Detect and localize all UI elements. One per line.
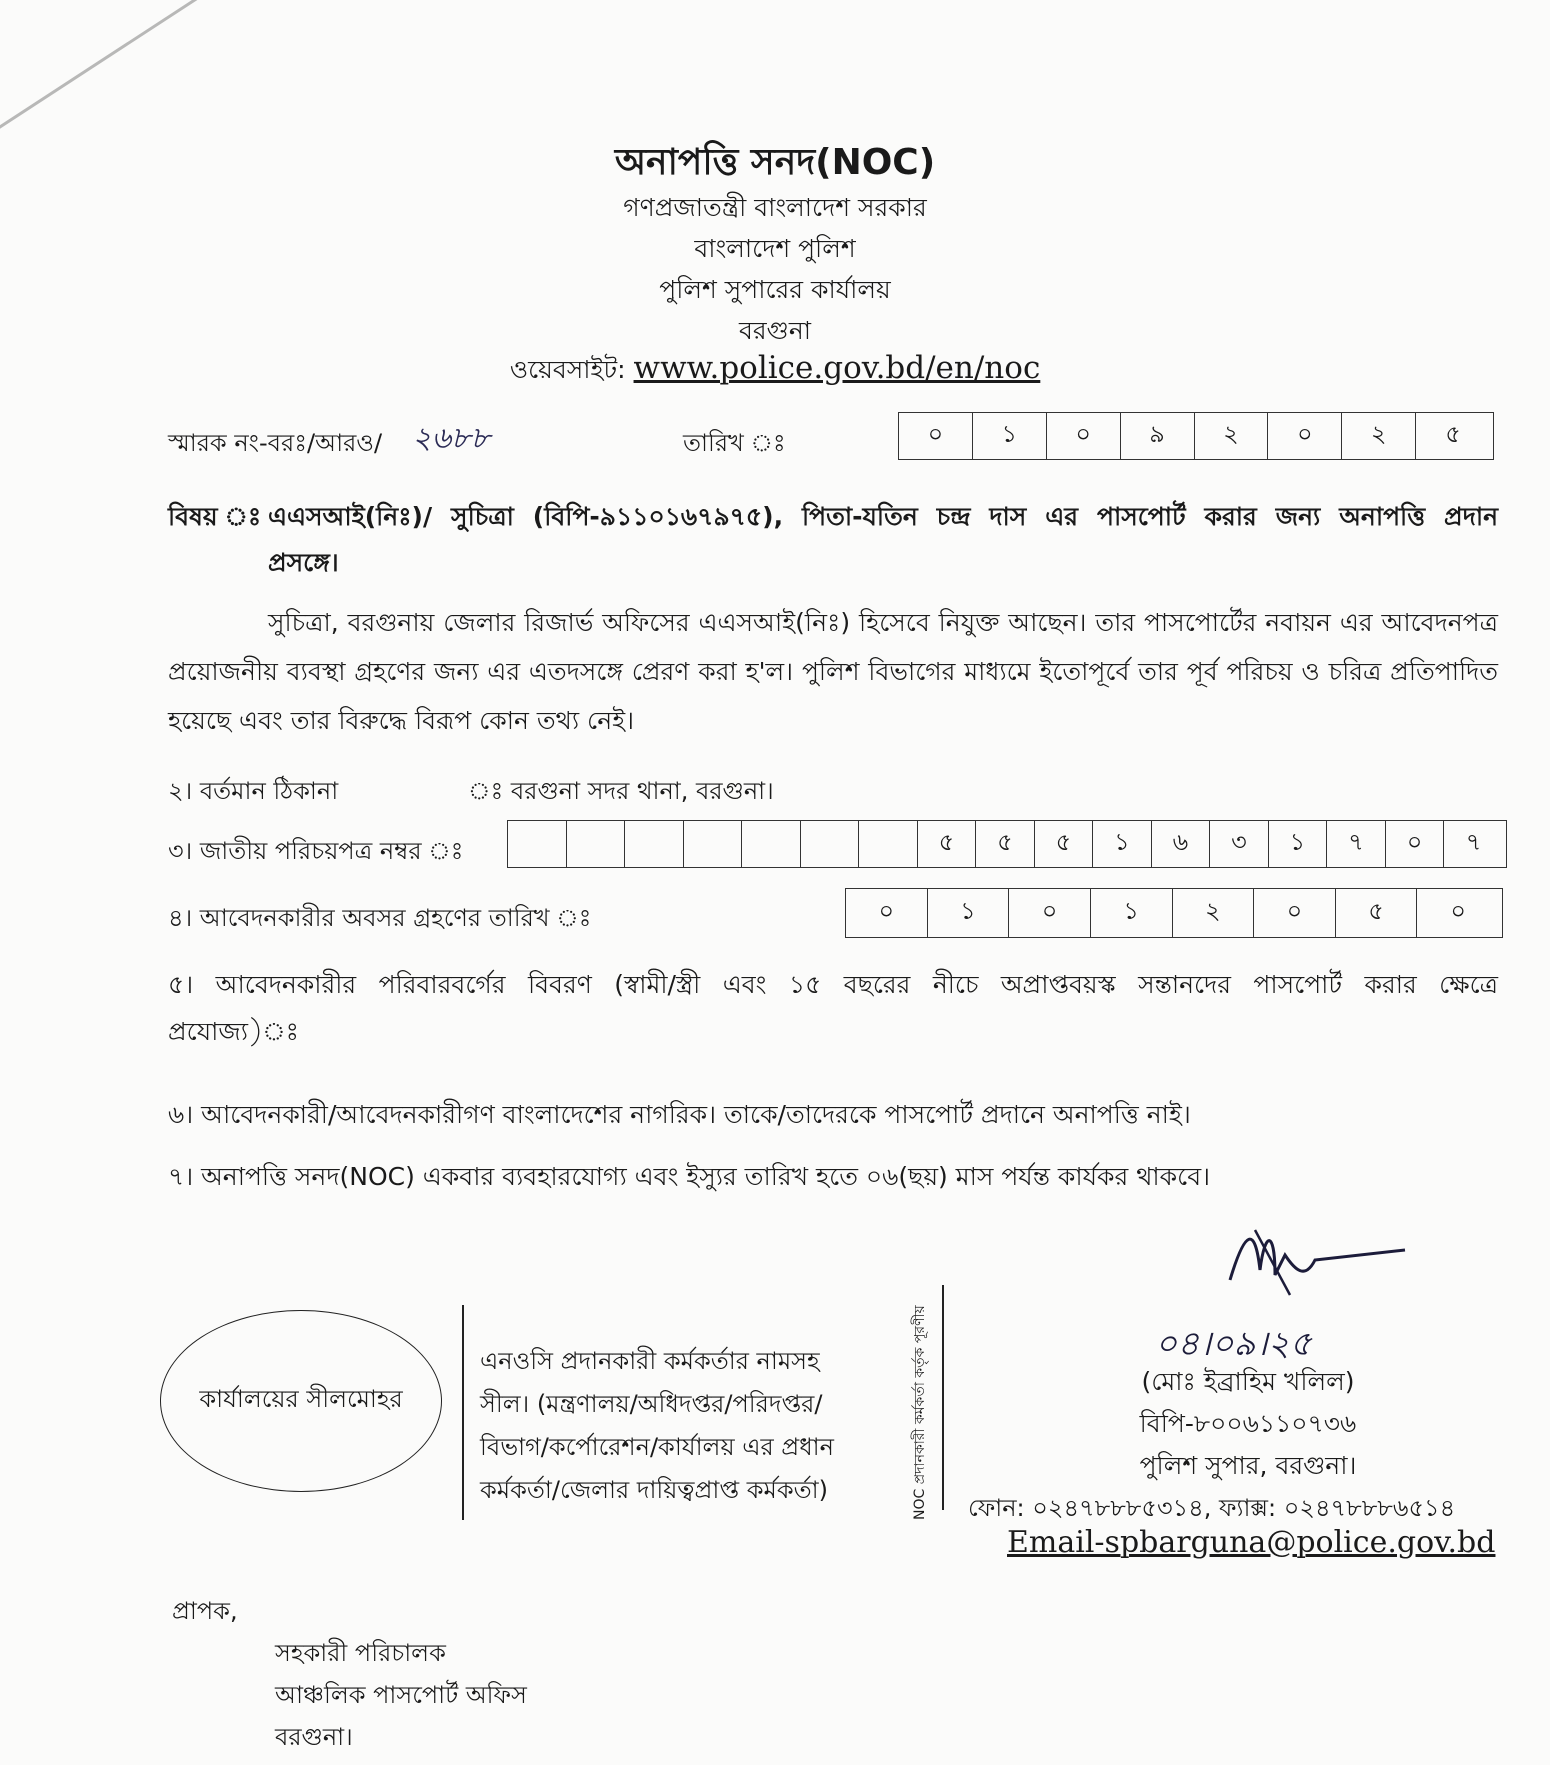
officer-seal-instructions <box>480 1340 834 1512</box>
nid-digit-box <box>859 821 918 867</box>
retirement-date-boxes <box>845 888 1503 938</box>
website-row <box>0 350 1550 393</box>
address-value: ঃ বরগুনা সদর থানা, বরগুনা। <box>468 777 774 805</box>
retirement-digit-box: ১ <box>1091 889 1173 937</box>
retirement-digit-box: ০ <box>1254 889 1336 937</box>
signatory-name: (মোঃ ইব্রাহিম খলিল) <box>1141 1367 1355 1396</box>
divider-right <box>942 1285 944 1510</box>
family-details-line-1: ৫। আবেদনকারীর পরিবারবর্গের বিবরণ (স্বামী/স্ত্রী এবং ১৫ বছরের নীচে অপ্রাপ্তবয়স্ক সন্তানদের পাসপোর্ট করার ক্ষেত্রে <box>168 970 1498 999</box>
date-digit-box: ৫ <box>1445 420 1461 448</box>
date-digit-box: ০ <box>1268 413 1342 459</box>
nid-digit-box: ৫ <box>918 821 977 867</box>
header-line-office: পুলিশ সুপারের কার্যালয় <box>659 275 891 304</box>
website-label: ওয়েবসাইট: <box>509 355 626 384</box>
date-label: তারিখ ঃ <box>683 429 786 457</box>
retirement-digit-box: ২ <box>1173 889 1255 937</box>
nid-digit-box: ৫ <box>1035 821 1094 867</box>
date-digit-box: ৯ <box>1121 413 1195 459</box>
nid-digit-box: ৫ <box>976 821 1035 867</box>
nid-digit-box: ৭ <box>1327 821 1386 867</box>
subject-label: বিষয় ঃ <box>168 502 262 531</box>
officer-seal-line: সীল। (মন্ত্রণালয়/অধিদপ্তর/পরিদপ্তর/ <box>480 1390 823 1418</box>
date-digit-box: ২ <box>1342 413 1416 459</box>
recipient-line: সহকারী পরিচালক <box>275 1639 446 1667</box>
retirement-digit-box: ০ <box>1009 889 1091 937</box>
retirement-date-label: ৪। আবেদনকারীর অবসর গ্রহণের তারিখ ঃ <box>168 904 592 932</box>
address-label: ২। বর্তমান ঠিকানা <box>168 777 339 805</box>
header-line-district: বরগুনা <box>738 316 811 345</box>
nid-digit-box <box>684 821 743 867</box>
nid-digit-box: ১ <box>1269 821 1328 867</box>
nid-boxes <box>507 820 1507 868</box>
office-seal-label: কার্যালয়ের সীলমোহর <box>199 1385 403 1413</box>
family-details-line-2: প্রযোজ্য)ঃ <box>168 1017 300 1046</box>
retirement-digit-box: ১ <box>928 889 1010 937</box>
recipient-line: বরগুনা। <box>275 1723 353 1751</box>
date-digit-box: ০ <box>899 413 973 459</box>
vertical-noc-note: NOC প্রদানকারী কর্মকর্তা কর্তৃক পূরণীয় <box>912 1305 928 1520</box>
header-line-government: গণপ্রজাতন্ত্রী বাংলাদেশ সরকার <box>623 193 927 222</box>
officer-seal-line: বিভাগ/কর্পোরেশন/কার্যালয় এর প্রধান <box>480 1433 834 1461</box>
memo-label: স্মারক নং-বরঃ/আরও/ <box>168 429 383 457</box>
nid-digit-box <box>508 821 567 867</box>
retirement-digit-box: ০ <box>846 889 928 937</box>
nid-digit-box: ৩ <box>1210 821 1269 867</box>
retirement-digit-box: ৫ <box>1336 889 1418 937</box>
date-boxes <box>898 412 1494 460</box>
nid-digit-box <box>625 821 684 867</box>
recipient-address <box>275 1632 527 1758</box>
contact-phone-fax: ফোন: ০২৪৭৮৮৮৫৩১৪, ফ্যাক্স: ০২৪৭৮৮৮৬৫১৪ <box>968 1494 1456 1522</box>
subject-line-2: প্রসঙ্গে। <box>268 548 339 577</box>
date-digit-box: ১ <box>973 413 1047 459</box>
memo-handwritten-number: ২৬৮৮ <box>412 421 490 456</box>
header-line-police: বাংলাদেশ পুলিশ <box>694 234 856 263</box>
validity-statement: ৭। অনাপত্তি সনদ(NOC) একবার ব্যবহারযোগ্য এবং ইস্যুর তারিখ হতে ০৬(ছয়) মাস পর্যন্ত কার্যকর থাকবে। <box>168 1162 1211 1191</box>
nid-digit-box <box>742 821 801 867</box>
contact-email[interactable]: Email-spbarguna@police.gov.bd <box>1007 1525 1496 1560</box>
nid-digit-box <box>801 821 860 867</box>
body-paragraph: সুচিত্রা, বরগুনায় জেলার রিজার্ভ অফিসের এএসআই(নিঃ) হিসেবে নিযুক্ত আছেন। তার পাসপোর্টের নবায়ন এর আবেদনপত্র প্রয়োজনীয় ব্যবস্থা গ্রহণের জন্য এর এতদসঙ্গে প্রেরণ করা হ'ল। পুলিশ বিভাগের মাধ্যমে ইতোপূর্বে তার পূর্ব পরিচয় ও চরিত্র প্রতিপাদিত হয়েছে এবং তার বিরুদ্ধে বিরূপ কোন তথ্য নেই। <box>168 608 1498 735</box>
document-title: অনাপত্তি সনদ(NOC) <box>614 142 936 183</box>
handwritten-signature-icon <box>1215 1210 1415 1300</box>
officer-seal-line: এনওসি প্রদানকারী কর্মকর্তার নামসহ <box>480 1347 820 1375</box>
citizenship-statement: ৬। আবেদনকারী/আবেদনকারীগণ বাংলাদেশের নাগরিক। তাকে/তাদেরকে পাসপোর্ট প্রদানে অনাপত্তি নাই। <box>168 1100 1191 1129</box>
nid-label: ৩। জাতীয় পরিচয়পত্র নম্বর ঃ <box>168 837 464 865</box>
date-digit-box: ০ <box>1047 413 1121 459</box>
officer-seal-line: কর্মকর্তা/জেলার দায়িত্বপ্রাপ্ত কর্মকর্তা) <box>480 1476 828 1504</box>
date-digit-box: ২ <box>1195 413 1269 459</box>
nid-digit-box: ০ <box>1386 821 1445 867</box>
subject-line-1: এএসআই(নিঃ)/ সুচিত্রা (বিপি-৯১১০১৬৭৯৭৫), পিতা-যতিন চন্দ্র দাস এর পাসপোর্ট করার জন্য অনাপত্তি প্রদান <box>268 502 1498 531</box>
nid-digit-box: ৬ <box>1152 821 1211 867</box>
recipient-label: প্রাপক, <box>172 1597 238 1625</box>
nid-digit-box <box>567 821 626 867</box>
signatory-bp-number: বিপি-৮০০৬১১০৭৩৬ <box>1139 1409 1357 1438</box>
nid-digit-box: ১ <box>1093 821 1152 867</box>
divider-left <box>462 1305 464 1520</box>
website-link[interactable]: www.police.gov.bd/en/noc <box>633 350 1041 386</box>
retirement-digit-box: ০ <box>1450 897 1466 925</box>
nid-digit-box: ৭ <box>1465 828 1482 856</box>
scan-edge-shadow <box>0 0 240 150</box>
office-seal-oval <box>160 1310 442 1492</box>
recipient-line: আঞ্চলিক পাসপোর্ট অফিস <box>275 1681 527 1709</box>
signatory-designation: পুলিশ সুপার, বরগুনা। <box>1139 1451 1357 1480</box>
signature-date: ০৪।০৯।২৫ <box>1155 1324 1312 1364</box>
